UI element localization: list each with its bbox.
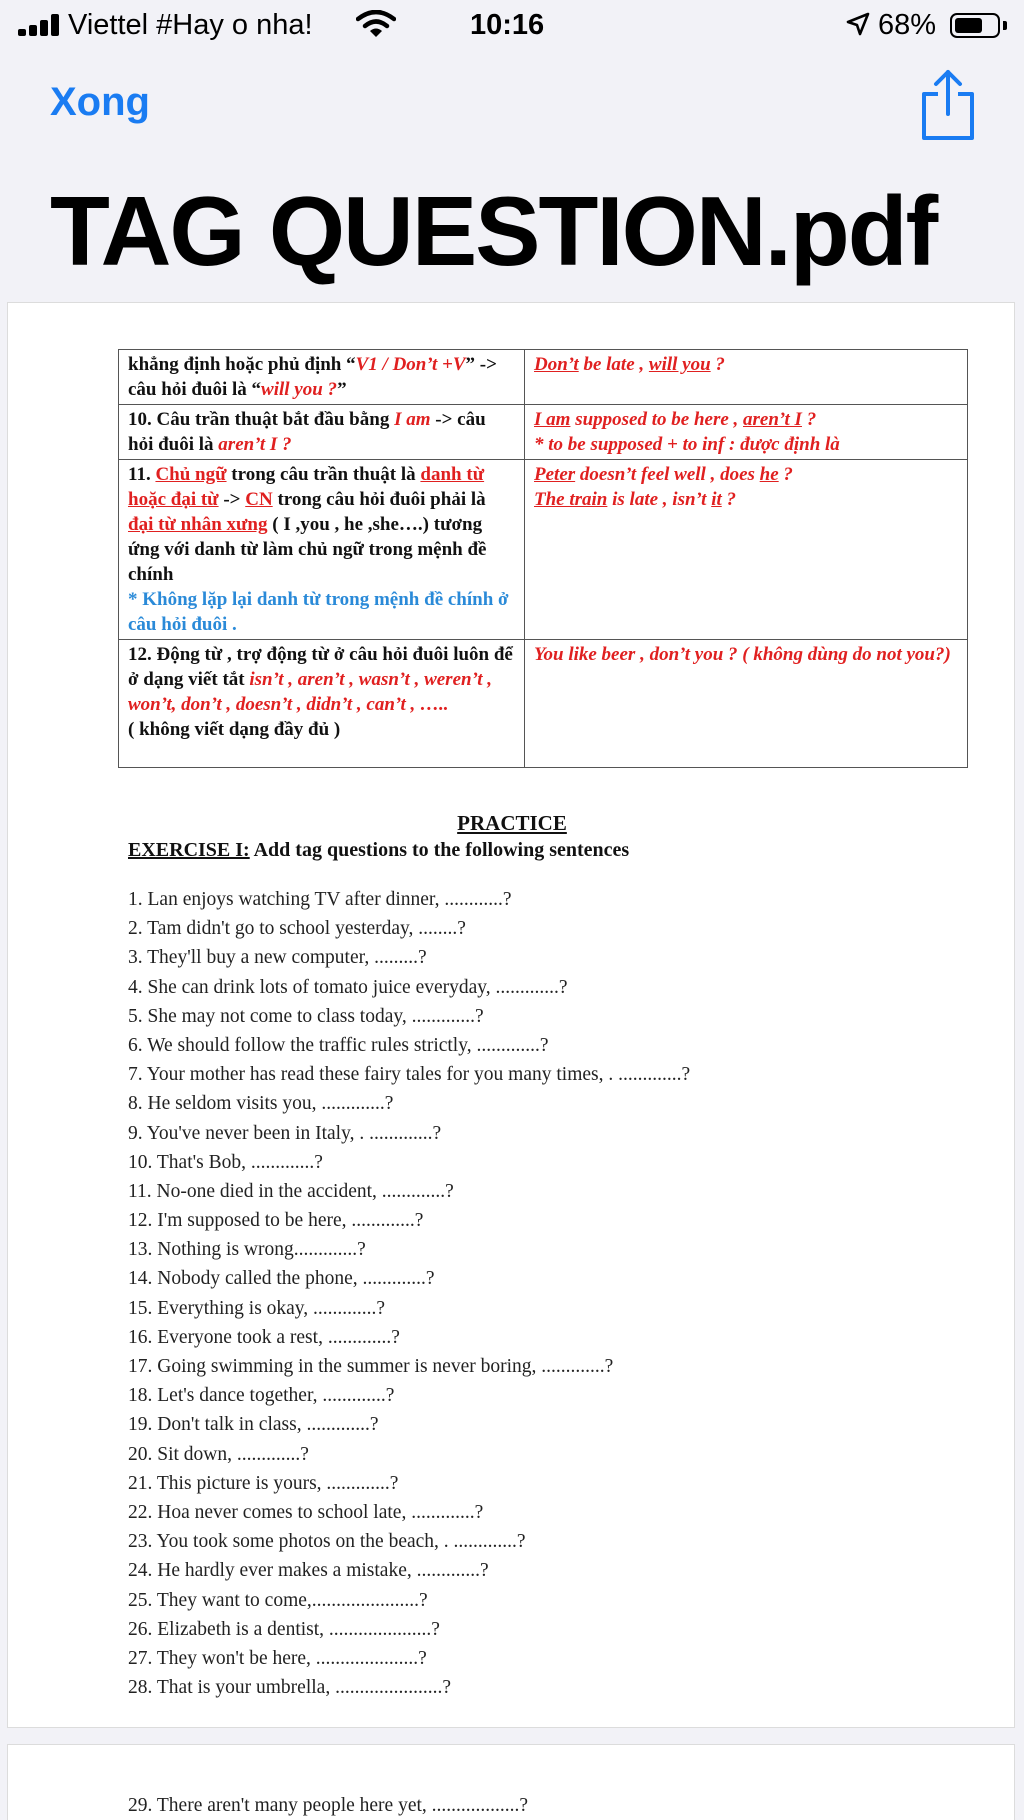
rule-text: -> câu hỏi đuôi là xyxy=(128,409,486,455)
rule-text-red: CN xyxy=(245,489,273,510)
example-text-red: doesn’t feel well , does xyxy=(575,464,760,485)
example-text-red: he xyxy=(759,464,779,485)
exercise-item: 16. Everyone took a rest, .............? xyxy=(128,1326,400,1348)
battery-cap xyxy=(1003,21,1007,30)
example-text-red: The train xyxy=(534,489,608,510)
exercise-item: 20. Sit down, .............? xyxy=(128,1443,309,1465)
example-text-red: You like beer , don’t you ? ( không dùng do not you?) xyxy=(534,644,951,665)
rule-cell xyxy=(119,460,525,640)
example-text-red: ? xyxy=(801,409,817,430)
example-text-red: ? xyxy=(721,489,736,510)
rules-table xyxy=(118,349,968,768)
clock: 10:16 xyxy=(470,9,545,41)
rule-text: ( I ,you , he ,she….) tương ứng với danh từ làm chủ ngữ trong mệnh đề chính xyxy=(128,514,487,585)
rule-text: 12. Động từ , trợ động từ ở câu hỏi đuôi luôn để ở dạng viết tắt xyxy=(128,644,513,690)
example-text-red: ? xyxy=(778,464,793,485)
example-note: * to be supposed + to inf : được định là xyxy=(534,434,840,455)
exercise-list xyxy=(128,1791,528,1820)
exercise-item: 15. Everything is okay, .............? xyxy=(128,1297,386,1319)
exercise-item: 28. That is your umbrella, ......................? xyxy=(128,1677,451,1699)
rule-text-red: Chủ ngữ xyxy=(155,464,227,485)
exercise-item: 11. No-one died in the accident, .............? xyxy=(128,1180,454,1202)
carrier-name: Viettel #Hay o nha! xyxy=(68,9,313,41)
exercise-item: 8. He seldom visits you, .............? xyxy=(128,1093,394,1115)
rule-text-red: danh từ hoặc đại từ xyxy=(128,464,485,510)
example-text-red: ? xyxy=(710,354,725,375)
example-text-red: be late , xyxy=(578,354,649,375)
rule-text: 11. xyxy=(128,464,156,485)
exercise-item: 17. Going swimming in the summer is never boring, .............? xyxy=(128,1356,614,1377)
exercise-item: 22. Hoa never comes to school late, .............? xyxy=(128,1501,484,1523)
exercise-item: 29. There aren't many people here yet, ..................? xyxy=(128,1795,529,1816)
example-cell xyxy=(525,350,968,405)
exercise-label: EXERCISE I: xyxy=(128,839,250,861)
wifi-icon xyxy=(356,10,396,38)
rule-text: khẳng định hoặc phủ định “ xyxy=(128,354,356,375)
rule-text: ” -> câu hỏi đuôi là “ xyxy=(128,354,497,400)
cellular-signal-icon xyxy=(18,14,60,36)
exercise-item: 21. This picture is yours, .............? xyxy=(128,1472,399,1494)
exercise-item: 9. You've never been in Italy, . .............? xyxy=(128,1122,442,1144)
exercise-item: 4. She can drink lots of tomato juice everyday, .............? xyxy=(128,976,568,998)
example-cell xyxy=(525,460,968,640)
example-text-red: is late , isn’t xyxy=(607,489,712,510)
exercise-item: 24. He hardly ever makes a mistake, .............? xyxy=(128,1560,489,1582)
exercise-item: 27. They won't be here, .....................? xyxy=(128,1647,427,1669)
exercise-item: 26. Elizabeth is a dentist, .....................? xyxy=(128,1618,440,1640)
table-row xyxy=(119,640,968,768)
example-cell xyxy=(525,640,968,768)
done-button[interactable]: Xong xyxy=(50,80,150,124)
rule-text-red: isn’t , aren’t , wasn’t , weren’t , won’t, don’t , doesn’t , didn’t , can’t , ….. xyxy=(128,669,492,715)
rule-text-red: aren’t I ? xyxy=(218,434,292,455)
location-arrow-icon xyxy=(846,12,870,36)
rule-text: -> xyxy=(218,489,246,510)
rule-cell xyxy=(119,350,525,405)
example-text-red: it xyxy=(711,489,722,510)
status-bar xyxy=(0,0,1024,50)
example-text-red: supposed to be here , xyxy=(570,409,744,430)
rule-text-red: đại từ nhân xưng xyxy=(128,514,268,535)
rule-cell xyxy=(119,405,525,460)
exercise-item: 13. Nothing is wrong.............? xyxy=(128,1239,366,1261)
exercise-item: 19. Don't talk in class, .............? xyxy=(128,1414,379,1436)
exercise-item: 14. Nobody called the phone, .............? xyxy=(128,1268,435,1290)
practice-heading: PRACTICE xyxy=(457,811,567,835)
exercise-item: 5. She may not come to class today, .............? xyxy=(128,1005,484,1027)
pdf-page-1[interactable] xyxy=(7,302,1015,1728)
battery-percent: 68% xyxy=(878,9,937,41)
example-text-red: will you xyxy=(648,354,711,375)
table-row xyxy=(119,350,968,405)
rule-text: ( không viết dạng đầy đủ ) xyxy=(128,719,341,740)
example-text-red: aren’t I xyxy=(743,409,802,430)
exercise-item: 6. We should follow the traffic rules strictly, .............? xyxy=(128,1034,549,1056)
exercise-item: 10. That's Bob, .............? xyxy=(128,1151,323,1173)
exercise-instruction: Add tag questions to the following sentences xyxy=(249,839,630,861)
exercise-item: 7. Your mother has read these fairy tales for you many times, . .............? xyxy=(128,1064,691,1086)
rule-text: trong câu trần thuật là xyxy=(226,464,421,485)
rule-text: trong câu hỏi đuôi phải là xyxy=(272,489,486,510)
battery-icon xyxy=(950,13,1000,38)
rule-text: ” xyxy=(337,379,347,400)
exercise-item: 25. They want to come,......................? xyxy=(128,1589,428,1611)
rule-text: 10. Câu trần thuật bắt đầu bằng xyxy=(128,409,395,430)
table-row xyxy=(119,405,968,460)
table-row xyxy=(119,460,968,640)
exercise-list xyxy=(128,885,690,1702)
pdf-page-2[interactable] xyxy=(7,1744,1015,1820)
example-text-red: Peter xyxy=(534,464,576,485)
exercise-item: 2. Tam didn't go to school yesterday, ........? xyxy=(128,918,466,940)
exercise-heading xyxy=(128,839,629,862)
exercise-item: 18. Let's dance together, .............? xyxy=(128,1385,395,1407)
exercise-item: 12. I'm supposed to be here, .............? xyxy=(128,1210,424,1232)
exercise-item: 23. You took some photos on the beach, . .............? xyxy=(128,1531,526,1553)
rule-text-red: I am xyxy=(394,409,431,430)
rule-note-blue: * Không lặp lại danh từ trong mệnh đề chính ở câu hỏi đuôi . xyxy=(128,589,509,635)
rule-text-red: V1 / Don’t +V xyxy=(355,354,466,375)
rule-cell xyxy=(119,640,525,768)
example-text-red: I am xyxy=(534,409,571,430)
document-title: TAG QUESTION.pdf xyxy=(50,176,937,286)
exercise-item: 3. They'll buy a new computer, .........? xyxy=(128,947,427,969)
exercise-item: 1. Lan enjoys watching TV after dinner, ............? xyxy=(128,889,512,910)
example-text-red: Don’t xyxy=(534,354,579,375)
rule-text-red: will you ? xyxy=(261,379,338,400)
example-cell xyxy=(525,405,968,460)
share-icon[interactable] xyxy=(920,68,976,142)
